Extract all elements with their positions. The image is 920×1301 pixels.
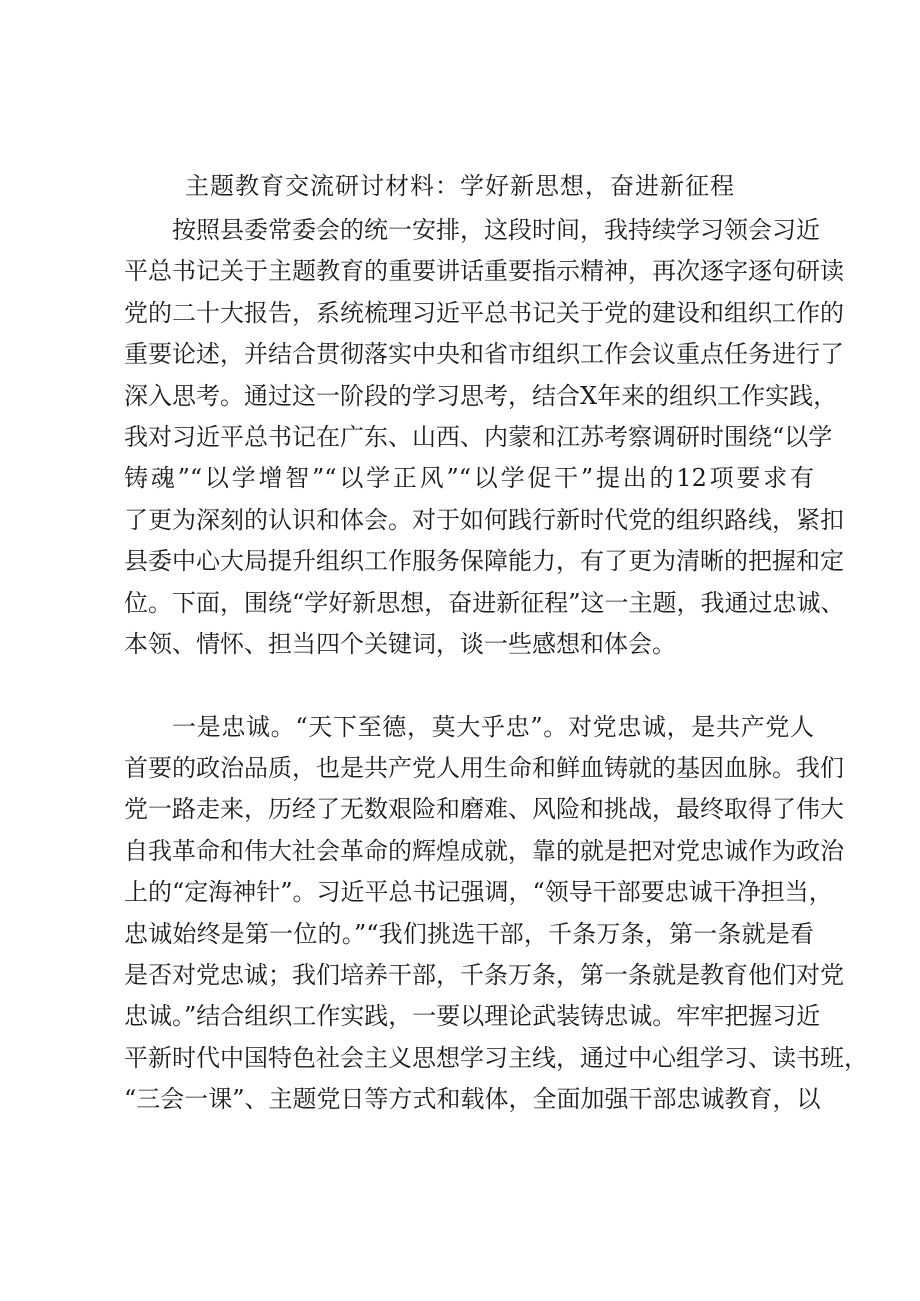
paragraph-line: 一是忠诚。“天下至德，莫大乎忠”。对党忠诚，是共产党人 xyxy=(172,712,814,741)
paragraph-line: 自我革命和伟大社会革命的辉煌成就，靠的就是把对党忠诚作为政治 xyxy=(124,836,844,865)
paragraph-spacer xyxy=(124,665,814,706)
paragraph-line: 上的“定海神针”。习近平总书记强调，“领导干部要忠诚干净担当， xyxy=(124,878,833,907)
paragraph-line: 重要论述，并结合贯彻落实中央和省市组织工作会议重点任务进行了 xyxy=(124,340,844,369)
document-title: 主题教育交流研讨材料：学好新思想，奋进新征程 xyxy=(185,172,735,200)
paragraph-1 xyxy=(124,210,845,665)
paragraph-line: 平新时代中国特色社会主义思想学习主线，通过中心组学习、读书班， xyxy=(124,1043,868,1072)
paragraph-line: 我对习近平总书记在广东、山西、内蒙和江苏考察调研时围绕“以学 xyxy=(124,422,833,451)
paragraph-line: 铸魂”“以学增智”“以学正风”“以学促干”提出的12项要求有 xyxy=(124,464,814,493)
paragraph-line: 深入思考。通过这一阶段的学习思考，结合X年来的组织工作实践， xyxy=(124,381,838,410)
paragraph-2 xyxy=(124,707,868,1121)
paragraph-line: 党一路走来，历经了无数艰险和磨难、风险和挑战，最终取得了伟大 xyxy=(124,795,844,824)
paragraph-line: 按照县委常委会的统一安排，这段时间，我持续学习领会习近 xyxy=(172,216,820,244)
paragraph-line: 了更为深刻的认识和体会。对于如何践行新时代党的组织路线，紧扣 xyxy=(124,505,844,534)
paragraph-line: 县委中心大局提升组织工作服务保障能力，有了更为清晰的把握和定 xyxy=(124,547,844,576)
paragraph-line: 党的二十大报告，系统梳理习近平总书记关于党的建设和组织工作的 xyxy=(124,298,844,327)
paragraph-line: 是否对党忠诚；我们培养干部，千条万条，第一条就是教育他们对党 xyxy=(124,961,844,990)
paragraph-line: 位。下面，围绕“学好新思想，奋进新征程”这一主题，我通过忠诚、 xyxy=(124,588,845,617)
paragraph-line: “三会一课”、主题党日等方式和载体，全面加强干部忠诚教育，以 xyxy=(124,1085,821,1114)
document-body xyxy=(124,210,868,1121)
paragraph-line: 忠诚。”结合组织工作实践，一要以理论武装铸忠诚。牢牢把握习近 xyxy=(124,1002,821,1031)
paragraph-line: 首要的政治品质，也是共产党人用生命和鲜血铸就的基因血脉。我们 xyxy=(124,754,844,783)
paragraph-line: 平总书记关于主题教育的重要讲话重要指示精神，再次逐字逐句研读 xyxy=(124,257,844,286)
paragraph-line: 忠诚始终是第一位的。”“我们挑选干部，千条万条，第一条就是看 xyxy=(124,919,814,948)
paragraph-line: 本领、情怀、担当四个关键词，谈一些感想和体会。 xyxy=(124,629,676,658)
